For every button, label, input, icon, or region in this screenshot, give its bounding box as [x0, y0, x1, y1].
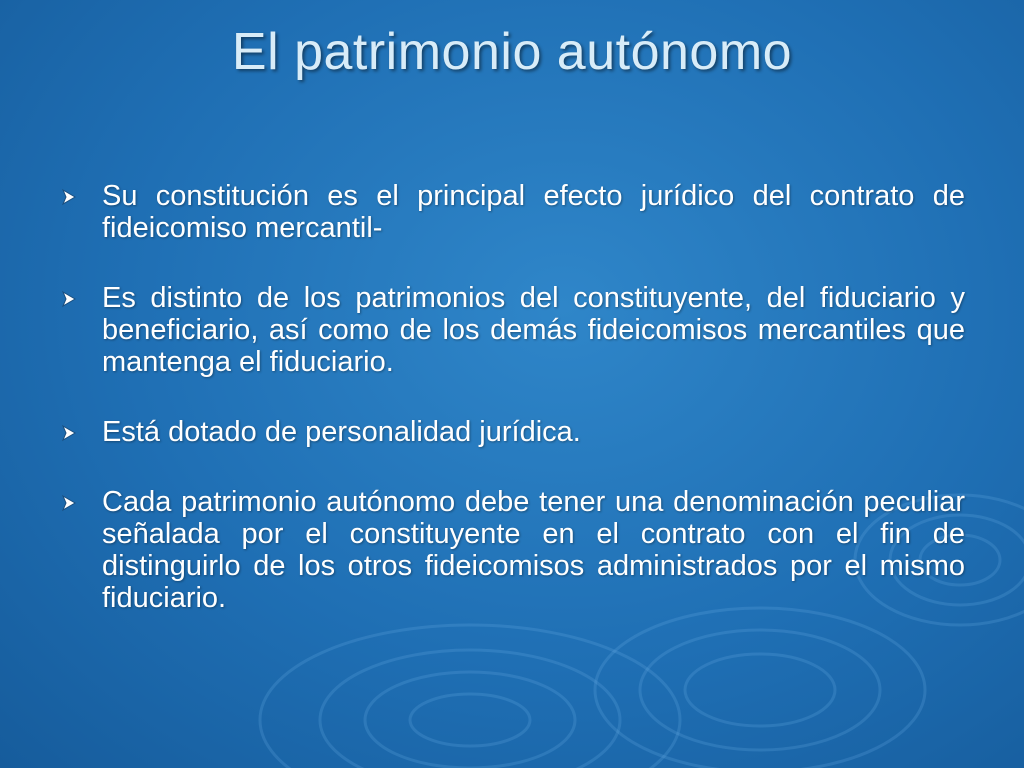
- bullet-item: [60, 416, 965, 448]
- arrow-bullet-icon: [60, 424, 78, 442]
- bullet-item: [60, 180, 965, 244]
- slide-title: El patrimonio autónomo: [231, 23, 793, 81]
- arrow-bullet-icon: [60, 290, 78, 308]
- arrow-bullet-icon: [60, 188, 78, 206]
- bullet-text: Cada patrimonio autónomo debe tener una denominación peculiar señalada por el constituyente en el contrato con el fin de distinguirlo de los otros fideicomisos administrados por el mismo fiduciario.: [102, 486, 965, 614]
- bullet-text: Está dotado de personalidad jurídica.: [102, 416, 581, 448]
- bullet-item: [60, 282, 965, 378]
- bullet-text: Su constitución es el principal efecto jurídico del contrato de fideicomiso mercantil-: [102, 180, 965, 244]
- arrow-bullet-icon: [60, 494, 78, 512]
- bullet-list: [60, 180, 965, 652]
- bullet-text: Es distinto de los patrimonios del constituyente, del fiduciario y beneficiario, así como de los demás fideicomisos mercantiles que mantenga el fiduciario.: [102, 282, 965, 378]
- bullet-item: [60, 486, 965, 614]
